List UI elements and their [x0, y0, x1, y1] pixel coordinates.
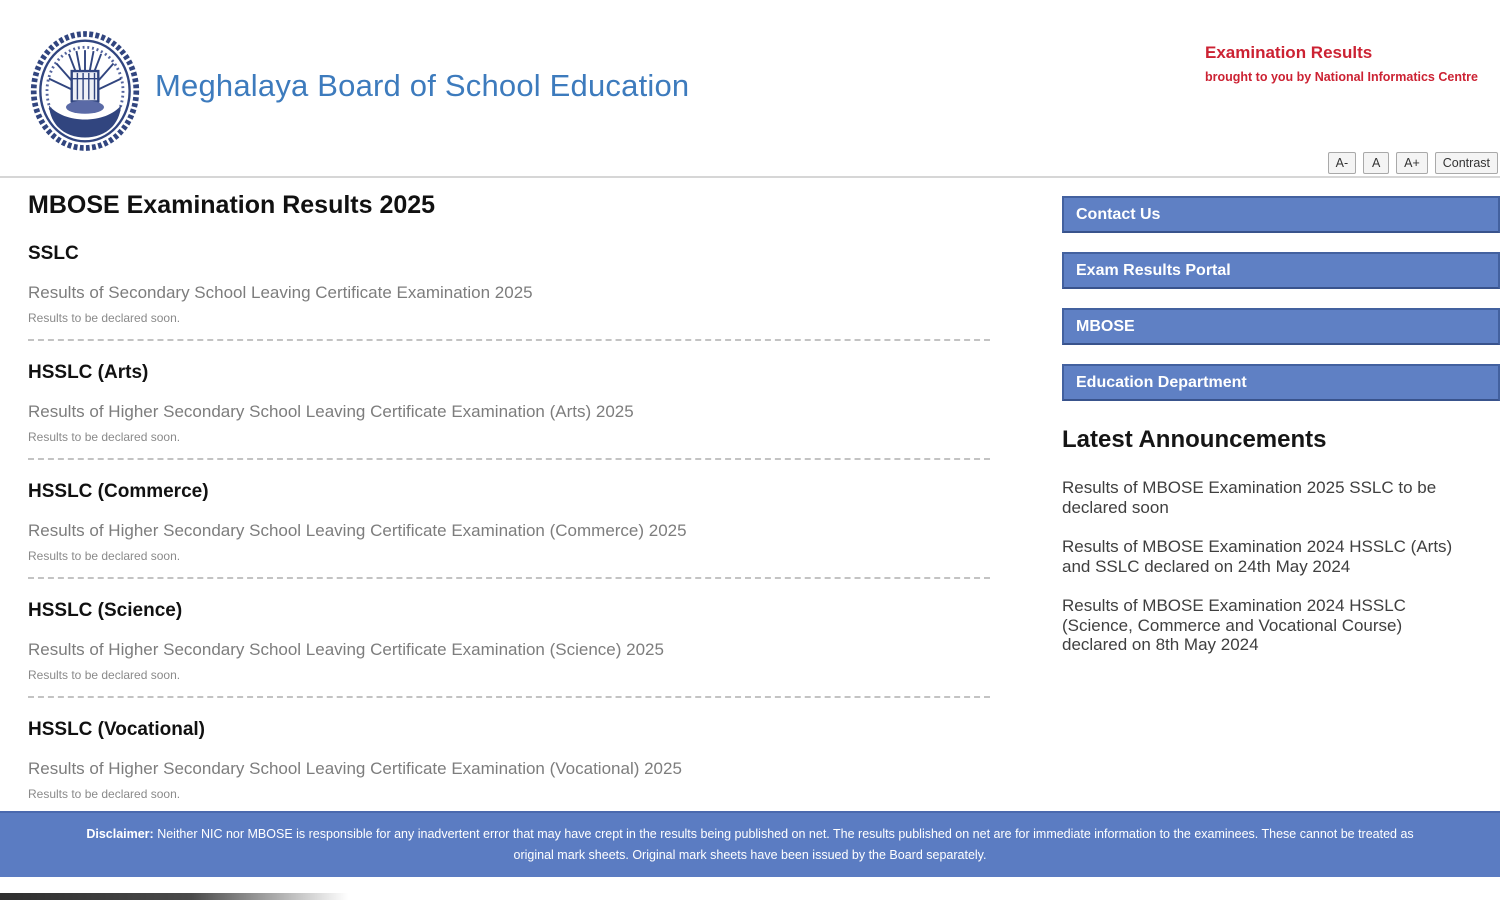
section-heading: HSSLC (Arts)	[28, 362, 149, 383]
section-description: Results of Secondary School Leaving Certificate Examination 2025	[28, 283, 533, 302]
result-section-sslc	[28, 243, 990, 341]
sidebar-link-education-department[interactable]: Education Department	[1062, 364, 1500, 401]
section-divider	[28, 696, 990, 698]
announcement-item: Results of MBOSE Examination 2024 HSSLC (Arts) and SSLC declared on 24th May 2024	[1062, 537, 1453, 576]
main-heading: MBOSE Examination Results 2025	[28, 191, 436, 219]
section-heading: HSSLC (Commerce)	[28, 481, 209, 502]
disclaimer-text: Neither NIC nor MBOSE is responsible for any inadvertent error that may have crept in the results being published on net. The results published on net are for immediate information to the examinees. These cannot be treated as original mark sheets. Original mark sheets have been issued by the Board separately.	[157, 827, 1414, 862]
page-title: Meghalaya Board of School Education	[155, 68, 690, 103]
section-divider	[28, 458, 990, 460]
result-section-hsslc-vocational	[28, 719, 990, 817]
result-section-hsslc-arts	[28, 362, 990, 460]
font-increase-button[interactable]: A+	[1396, 152, 1428, 174]
examination-results-banner	[1205, 43, 1478, 84]
bottom-edge-strip	[0, 893, 348, 900]
sidebar	[1062, 196, 1500, 675]
announcement-item: Results of MBOSE Examination 2024 HSSLC (Science, Commerce and Vocational Course) declared on 8th May 2024	[1062, 596, 1406, 654]
result-section-hsslc-science	[28, 600, 990, 698]
contrast-button[interactable]: Contrast	[1435, 152, 1498, 174]
section-description: Results of Higher Secondary School Leaving Certificate Examination (Vocational) 2025	[28, 759, 682, 778]
seal-icon	[28, 28, 142, 154]
sidebar-link-exam-results-portal[interactable]: Exam Results Portal	[1062, 252, 1500, 289]
section-status-note: Results to be declared soon.	[28, 311, 181, 325]
announcement-item: Results of MBOSE Examination 2025 SSLC to be declared soon	[1062, 478, 1437, 517]
font-decrease-button[interactable]: A-	[1328, 152, 1357, 174]
section-status-note: Results to be declared soon.	[28, 430, 181, 444]
section-divider	[28, 577, 990, 579]
font-normal-button[interactable]: A	[1363, 152, 1389, 174]
announcements-heading: Latest Announcements	[1062, 426, 1327, 453]
examination-results-title: Examination Results	[1205, 43, 1373, 62]
header-divider	[0, 176, 1500, 178]
section-heading: HSSLC (Science)	[28, 600, 183, 621]
sidebar-link-contact-us[interactable]: Contact Us	[1062, 196, 1500, 233]
section-status-note: Results to be declared soon.	[28, 668, 181, 682]
accessibility-toolbar	[1328, 152, 1498, 174]
result-section-hsslc-commerce	[28, 481, 990, 579]
section-heading: SSLC	[28, 243, 79, 264]
nic-credit-line: brought to you by National Informatics Centre	[1205, 70, 1478, 84]
section-description: Results of Higher Secondary School Leaving Certificate Examination (Commerce) 2025	[28, 521, 687, 540]
section-divider	[28, 339, 990, 341]
disclaimer-label: Disclaimer:	[86, 827, 154, 841]
section-heading: HSSLC (Vocational)	[28, 719, 205, 740]
section-status-note: Results to be declared soon.	[28, 549, 181, 563]
disclaimer-bar	[0, 811, 1500, 877]
section-description: Results of Higher Secondary School Leaving Certificate Examination (Science) 2025	[28, 640, 664, 659]
section-status-note: Results to be declared soon.	[28, 787, 181, 801]
sidebar-link-mbose[interactable]: MBOSE	[1062, 308, 1500, 345]
mbose-seal-logo	[28, 28, 142, 154]
results-main-column	[28, 191, 990, 838]
section-description: Results of Higher Secondary School Leaving Certificate Examination (Arts) 2025	[28, 402, 634, 421]
